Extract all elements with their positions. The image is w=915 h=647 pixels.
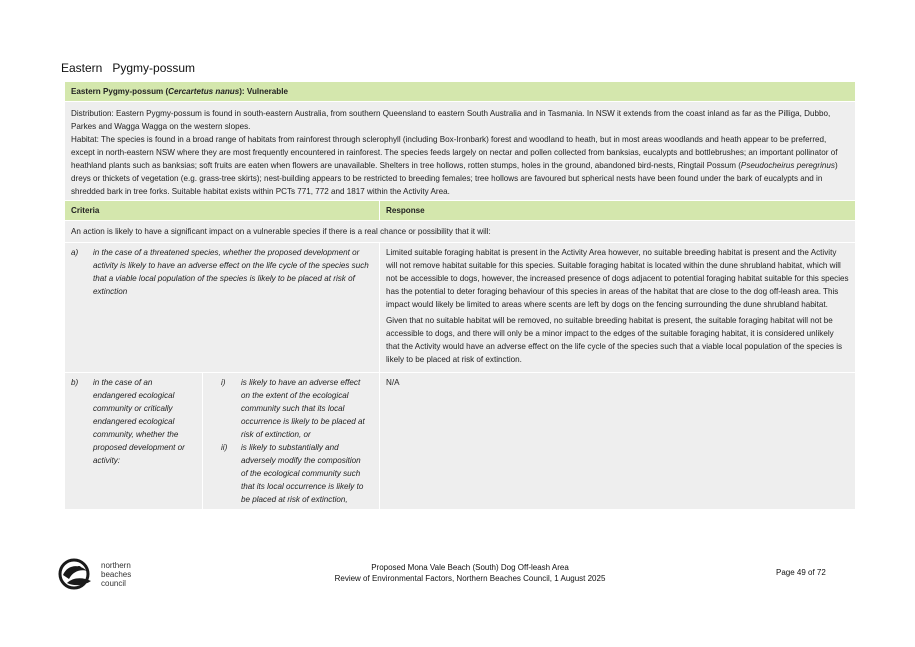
species-title-suffix: ): Vulnerable [239, 87, 288, 96]
criterion-b-sub-ii [221, 441, 373, 506]
species-title-prefix: Eastern Pygmy-possum ( [71, 87, 169, 96]
council-logo-text [101, 561, 131, 588]
criterion-b-sub-i-text: is likely to have an adverse effect on the extent of the ecological community such that its local occurrence is likely to be placed at risk of extinction, or [241, 378, 365, 439]
page-number: Page 49 of 72 [776, 568, 826, 577]
distribution-text: Distribution: Eastern Pygmy-possum is found in south-eastern Australia, from southern Queensland to eastern South Australia and in Tasmania. In NSW it extends from the coast inland as far as the Pilliga, Dubbo, Parkes and Wagga Wagga on the western slopes. [71, 109, 831, 131]
footer-document-title [300, 562, 640, 584]
table-title-row [65, 82, 855, 102]
criterion-a-response-p2: Given that no suitable habitat will be removed, no suitable breeding habitat is present, the suitable foraging habitat will not be accessible to dogs, and there will only be a minor impact to the edges of the suitable foraging habitat, it is considered unlikely that the Activity would have an adverse effect on the life cycle of the species such that a viable local population of the species is likely to be placed at risk of extinction. [386, 316, 843, 364]
council-logo-icon [57, 557, 95, 591]
logo-line-3: council [101, 578, 126, 588]
habitat-text-part1: Habitat: The species is found in a broad range of habitats from rainforest through sclerophyll (including Box-Ironbark) forest and woodland to heath, but in most areas woodlands and heath appear to be preferred, except in north-eastern NSW where they are most frequently encountered in rainforest. The species feeds largely on nectar and pollen collected from banksias, eucalypts and bottlebrushes; an important pollinator of heathland plants such as banksias; soft fruits are eaten when flowers are unavailable. Shelters in tree hollows, rotten stumps, holes in the ground, abandoned bird-nests, Ringtail Possum ( [71, 135, 838, 170]
intro-row [65, 221, 855, 243]
habitat-text-part2: ) dreys or thickets of vegetation (e.g. grass-tree skirts); nest-building appears to be restricted to breeding females; tree hollows are favoured but spherical nests have been found under the bark of eucalypts and in shredded bark in tree forks. Suitable habitat exists within PCTs 771, 772 and 1817 within the Activity Area. [71, 161, 838, 196]
footer-title-line-1: Proposed Mona Vale Beach (South) Dog Off-leash Area [371, 563, 569, 572]
logo-line-1: northern [101, 560, 131, 570]
footer-title-line-2: Review of Environmental Factors, Northern Beaches Council, 1 August 2025 [334, 574, 606, 583]
column-header-criteria: Criteria [65, 201, 380, 220]
criterion-b-sub-i [221, 376, 373, 441]
page-heading: Eastern Pygmy-possum [61, 61, 196, 75]
criterion-a-row [65, 243, 855, 373]
species-title-scientific: Cercartetus nanus [168, 87, 240, 96]
criterion-b-subitems [203, 373, 380, 509]
criterion-b-sub-ii-text: is likely to substantially and adversely modify the composition of the ecological community such that its local occurrence is likely to be placed at risk of extinction, [241, 443, 364, 504]
criterion-a-text: in the case of a threatened species, whether the proposed development or activity is likely to have an adverse effect on the life cycle of the species such that a viable local population of the species is likely to be placed at risk of extinction [93, 248, 369, 296]
criterion-b-row [65, 373, 855, 510]
council-logo [57, 557, 131, 591]
criterion-b-sub-ii-num: ii) [221, 443, 228, 452]
species-title [65, 82, 294, 101]
criterion-b-text: in the case of an endangered ecological community or critically endangered ecological community, whether the proposed development or activity: [93, 378, 185, 465]
habitat-text [71, 133, 849, 198]
criterion-a-response [380, 243, 855, 372]
criterion-a-letter: a) [71, 248, 79, 257]
criterion-a-response-p1: Limited suitable foraging habitat is present in the Activity Area however, no suitable breeding habitat is present and the Activity will not remove habitat suitable for this species. Suitable foraging habitat is located within the dune shrubland habitat, which will not be accessible to dogs, however, the increased presence of dogs adjacent to potential foraging habitat suitable for this species has the potential to deter foraging behaviour of this species in areas of the habitat that are close to the dog off-leash area. This impact would likely be limited to areas where scents are left by dogs on the fencing surrounding the dune shrubland habitat. [386, 248, 849, 309]
column-header-response: Response [386, 206, 425, 215]
criterion-b-letter: b) [71, 378, 79, 387]
logo-line-2: beaches [101, 569, 132, 579]
assessment-table [65, 82, 855, 510]
criterion-b-response: N/A [386, 378, 400, 387]
criterion-b-sub-i-num: i) [221, 378, 226, 387]
species-info-row [65, 102, 855, 201]
column-header-row [65, 201, 855, 221]
habitat-text-species: Pseudocheirus peregrinus [740, 161, 835, 170]
intro-text: An action is likely to have a significant impact on a vulnerable species if there is a real chance or possibility that it will: [71, 227, 491, 236]
